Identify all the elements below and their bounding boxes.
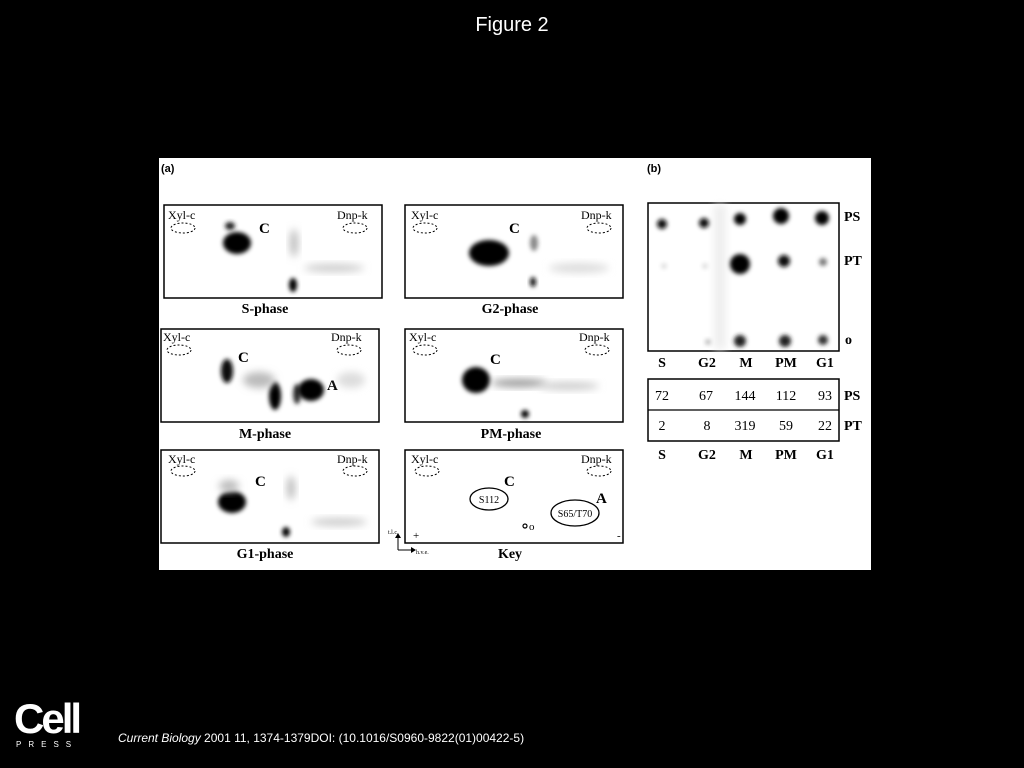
- gel-caption: PM-phase: [480, 427, 542, 442]
- smear: [304, 264, 364, 272]
- spot-o-g1: [818, 335, 828, 345]
- lane-streak: [714, 205, 726, 349]
- panel-b-label: (b): [647, 163, 662, 175]
- smear: [243, 372, 275, 388]
- spot: [221, 359, 233, 383]
- spot-o-g2: [705, 339, 711, 345]
- phase-label: G1: [816, 356, 834, 371]
- figure-svg: [159, 158, 871, 570]
- phase-label: G2: [698, 448, 716, 463]
- blot-frame: [648, 203, 839, 351]
- spot-pt-pm: [778, 255, 790, 267]
- spot-o-pm: [779, 335, 791, 347]
- phase-label: S: [658, 448, 666, 463]
- spot-o-m: [734, 335, 746, 347]
- spot: [269, 382, 281, 410]
- row-label-origin: o: [845, 333, 852, 348]
- peak-c-label: C: [490, 352, 501, 368]
- key-origin-label: o: [529, 521, 535, 533]
- table-cell: 22: [818, 419, 832, 434]
- spot: [289, 278, 297, 292]
- gel-m-phase: [161, 329, 379, 442]
- spot-pt-g2: [702, 263, 708, 269]
- phase-label: M: [739, 356, 753, 371]
- spot: [530, 277, 536, 287]
- table-cell: 59: [779, 419, 793, 434]
- spot-ps-m: [734, 213, 746, 225]
- phase-label: PM: [775, 356, 797, 371]
- table-label-pt: PT: [844, 419, 862, 434]
- phase-label: PM: [775, 448, 797, 463]
- gel-g1-phase: [161, 450, 379, 562]
- phase-labels-top: [658, 356, 834, 371]
- smear: [287, 476, 295, 500]
- marker-dnp-k: Dnp-k: [581, 208, 612, 222]
- key-plus: +: [413, 530, 420, 542]
- quant-table: [648, 379, 839, 441]
- logo-press: PRESS: [16, 740, 79, 749]
- peak-c-label: C: [504, 474, 515, 490]
- gel-g2-phase: [405, 205, 623, 317]
- spot-pt-m: [730, 254, 750, 274]
- table-cell: 67: [699, 389, 713, 404]
- smear: [539, 382, 599, 390]
- peak-a-label: A: [596, 491, 607, 507]
- panel-a-label: (a): [161, 163, 175, 175]
- spot-ps-pm: [773, 208, 789, 224]
- citation: [118, 731, 524, 745]
- figure-panel: [159, 158, 871, 570]
- cell-press-logo: [14, 695, 84, 750]
- table-cell: 2: [658, 419, 666, 434]
- marker-xyl-c: Xyl-c: [409, 330, 437, 344]
- citation-journal: Current Biology: [118, 731, 201, 745]
- gel-caption: G1-phase: [236, 547, 294, 562]
- smear: [311, 518, 367, 526]
- citation-details: 2001 11, 1374-1379DOI: (10.1016/S0960-9822(01)00422-5): [200, 731, 525, 745]
- phase-label: M: [739, 448, 753, 463]
- phase-labels-bottom: [658, 448, 834, 463]
- marker-xyl-c: Xyl-c: [411, 208, 439, 222]
- spot-ps-s: [657, 219, 667, 229]
- spot: [298, 379, 324, 401]
- phase-label: G2: [698, 356, 716, 371]
- marker-xyl-c: Xyl-c: [168, 452, 196, 466]
- marker-xyl-c: Xyl-c: [411, 452, 439, 466]
- table-row-pt: [659, 419, 833, 434]
- table-cell: 93: [818, 389, 832, 404]
- spot-ps-g2: [699, 218, 709, 228]
- marker-dnp-k: Dnp-k: [337, 452, 368, 466]
- marker-dnp-k: Dnp-k: [331, 330, 362, 344]
- gel-pm-phase: [405, 329, 623, 442]
- marker-dnp-k: Dnp-k: [579, 330, 610, 344]
- gel-caption: S-phase: [241, 302, 289, 317]
- peak-c-label: C: [509, 221, 520, 237]
- peak-c-label: C: [255, 474, 266, 490]
- table-cell: 112: [775, 389, 797, 404]
- smear: [337, 372, 365, 388]
- spot-pt-g1: [819, 258, 827, 266]
- spot: [462, 367, 490, 393]
- gel-s-phase: [164, 205, 382, 317]
- spot: [469, 240, 509, 266]
- panel-b-blot: [648, 203, 839, 351]
- table-label-ps: PS: [844, 389, 861, 404]
- peak-c-label: C: [238, 350, 249, 366]
- axis-y-label: t.l.c.: [388, 530, 399, 536]
- marker-dnp-k: Dnp-k: [337, 208, 368, 222]
- smear: [219, 480, 239, 492]
- gel-caption: M-phase: [238, 427, 292, 442]
- smear: [549, 263, 609, 273]
- table-cell: 144: [734, 389, 756, 404]
- key-site-s65-t70-label: S65/T70: [557, 509, 593, 520]
- smear: [530, 235, 538, 251]
- key-minus: -: [617, 530, 621, 542]
- table-cell: 8: [703, 419, 711, 434]
- spot: [225, 222, 235, 230]
- phase-label: S: [658, 356, 666, 371]
- phase-label: G1: [816, 448, 834, 463]
- axis-x-label: h.v.e.: [416, 550, 429, 556]
- row-label-pt: PT: [844, 254, 862, 269]
- table-cell: 72: [655, 389, 669, 404]
- marker-xyl-c: Xyl-c: [163, 330, 191, 344]
- key-site-s112-label: S112: [478, 495, 500, 506]
- logo-word: Cell: [14, 695, 80, 742]
- row-label-ps: PS: [844, 210, 861, 225]
- spot: [223, 232, 251, 254]
- marker-xyl-c: Xyl-c: [168, 208, 196, 222]
- smear: [290, 229, 298, 257]
- gel-caption: Key: [497, 547, 523, 562]
- spot: [521, 410, 529, 418]
- peak-a-label: A: [327, 378, 338, 394]
- table-cell: 319: [734, 419, 756, 434]
- gel-key: [405, 450, 623, 562]
- spot: [282, 527, 290, 537]
- table-row-ps: [655, 389, 832, 404]
- spot-ps-g1: [815, 211, 829, 225]
- spot-pt-s: [661, 263, 667, 269]
- figure-title: Figure 2: [475, 14, 549, 36]
- smear: [491, 379, 547, 387]
- gel-caption: G2-phase: [481, 302, 539, 317]
- marker-dnp-k: Dnp-k: [581, 452, 612, 466]
- peak-c-label: C: [259, 221, 270, 237]
- spot: [218, 491, 246, 513]
